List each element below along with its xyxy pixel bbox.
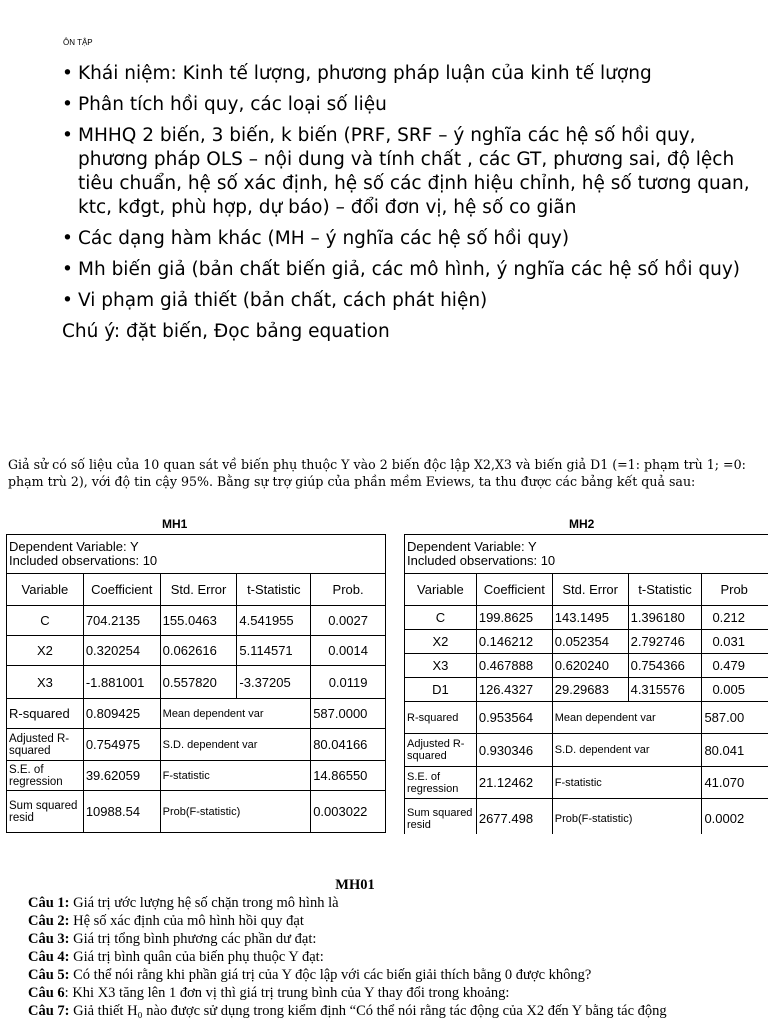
variable-cell: C	[7, 606, 84, 636]
column-header: Prob	[702, 574, 768, 606]
stat-label: S.D. dependent var	[552, 734, 702, 767]
question-item	[28, 948, 768, 966]
question-text: : Khi X3 tăng lên 1 đơn vị thì giá trị trung bình của Y thay đổi trong khoảng:	[64, 985, 510, 1001]
list-item-text: Khái niệm: Kinh tế lượng, phương pháp luận của kinh tế lượng	[78, 63, 652, 84]
bullet-icon: •	[62, 94, 73, 115]
column-header: t-Statistic	[237, 574, 311, 606]
question-text: Giá trị ước lượng hệ số chặn trong mô hình là	[73, 895, 339, 911]
table-header-info	[7, 535, 386, 574]
stat-value: 39.62059	[83, 761, 160, 791]
list-item	[62, 62, 752, 86]
coefficient-cell: 704.2135	[83, 606, 160, 636]
stat-value: 587.00	[702, 702, 768, 734]
question-item	[28, 930, 768, 948]
stats-row	[405, 734, 768, 767]
std-error-cell: 29.29683	[552, 678, 628, 702]
stat-value: 0.0002	[702, 799, 768, 835]
list-item-text: Vi phạm giả thiết (bản chất, cách phát hiện)	[78, 290, 488, 311]
stat-label: Adjusted R-squared	[405, 734, 477, 767]
mh1-title: MH1	[162, 517, 188, 531]
stat-label: Mean dependent var	[552, 702, 702, 734]
question-label: Câu 4:	[28, 949, 70, 965]
stat-label: Mean dependent var	[160, 699, 311, 729]
question-text: Giá trị tổng bình phương các phần dư đạt:	[73, 931, 317, 947]
column-header: Prob.	[311, 574, 386, 606]
question-item	[28, 984, 768, 1002]
prob-cell: 0.0027	[311, 606, 386, 636]
variable-cell: X2	[405, 630, 477, 654]
mh2-table-viewport	[404, 534, 768, 834]
stat-value: 2677.498	[476, 799, 552, 835]
coefficient-cell: 0.467888	[476, 654, 552, 678]
stat-label: Sum squared resid	[405, 799, 477, 835]
section-label: ÔN TẬP	[63, 38, 93, 47]
stat-value: 0.809425	[83, 699, 160, 729]
stat-value: 0.930346	[476, 734, 552, 767]
question-list	[28, 876, 768, 1020]
bullet-icon: •	[62, 290, 73, 311]
list-item-text: MHHQ 2 biến, 3 biến, k biến (PRF, SRF – ý nghĩa các hệ số hồi quy, phương pháp OLS – nội dung và tính chất , các GT, phương sai, độ lệch tiêu chuẩn, hệ số xác định, hệ số các định hiệu chỉnh, hệ số tương quan, ktc, kđgt, phù hợp, dự báo) – đổi đơn vị, hệ số co giãn	[78, 125, 750, 218]
t-statistic-cell: 1.396180	[628, 606, 702, 630]
coefficient-cell: 0.320254	[83, 636, 160, 666]
coefficient-cell: 126.4327	[476, 678, 552, 702]
coefficient-cell: 199.8625	[476, 606, 552, 630]
question-label: Câu 1:	[28, 895, 70, 911]
column-header: Coefficient	[83, 574, 160, 606]
included-observations: Included observations: 10	[9, 553, 158, 568]
list-item-text: Phân tích hồi quy, các loại số liệu	[78, 94, 387, 115]
bullet-icon: •	[62, 259, 73, 280]
t-statistic-cell: 0.754366	[628, 654, 702, 678]
question-text: Giá trị bình quân của biến phụ thuộc Y đạt:	[73, 949, 324, 965]
question-text: Hệ số xác định của mô hình hồi quy đạt	[73, 913, 304, 929]
table-row	[405, 606, 768, 630]
prob-cell: 0.031	[702, 630, 768, 654]
mh2-regression-table	[404, 534, 768, 834]
column-header: Variable	[7, 574, 84, 606]
question-label: Câu 3:	[28, 931, 70, 947]
t-statistic-cell: 4.541955	[237, 606, 311, 636]
question-item	[28, 1002, 768, 1020]
std-error-cell: 0.052354	[552, 630, 628, 654]
column-header: Std. Error	[160, 574, 237, 606]
table-row	[405, 678, 768, 702]
stats-row	[7, 699, 386, 729]
prob-cell: 0.212	[702, 606, 768, 630]
question-item	[28, 966, 768, 984]
prob-cell: 0.005	[702, 678, 768, 702]
stat-label: Sum squared resid	[7, 791, 84, 833]
table-row	[7, 636, 386, 666]
stat-value: 0.003022	[311, 791, 386, 833]
note-text: Chú ý: đặt biến, Đọc bảng equation	[62, 321, 390, 342]
list-item	[62, 289, 752, 313]
list-item	[62, 124, 752, 220]
question-text: Giả thiết H₀ nào được sử dụng trong kiểm định “Có thể nói rằng tác động của X2 đến Y bằng tác động	[73, 1003, 667, 1019]
question-label: Câu 7:	[28, 1003, 70, 1019]
stat-value: 587.0000	[311, 699, 386, 729]
t-statistic-cell: 4.315576	[628, 678, 702, 702]
stat-value: 0.754975	[83, 729, 160, 761]
question-item	[28, 894, 768, 912]
table-row	[405, 630, 768, 654]
question-label: Câu 2:	[28, 913, 70, 929]
questions-title: MH01	[335, 877, 375, 893]
t-statistic-cell: 2.792746	[628, 630, 702, 654]
coefficient-cell: -1.881001	[83, 666, 160, 699]
stats-row	[7, 761, 386, 791]
problem-statement: Giả sử có số liệu của 10 quan sát về biến phụ thuộc Y vào 2 biến độc lập X2,X3 và biến giả D1 (=1: phạm trù 1; =0: phạm trù 2), với độ tin cậy 95%. Bằng sự trợ giúp của phần mềm Eviews, ta thu được các bảng kết quả sau:	[8, 457, 746, 489]
variable-cell: X3	[7, 666, 84, 699]
table-row	[7, 606, 386, 636]
stat-label: S.E. of regression	[405, 767, 477, 799]
stat-label: S.E. of regression	[7, 761, 84, 791]
stat-label: F-statistic	[160, 761, 311, 791]
question-text: Có thể nói rằng khi phần giá trị của Y độc lập với các biến giải thích bằng 0 được không?	[73, 967, 592, 983]
stat-value: 41.070	[702, 767, 768, 799]
stats-row	[405, 799, 768, 835]
mh2-title: MH2	[569, 517, 595, 531]
std-error-cell: 0.062616	[160, 636, 237, 666]
stats-row	[405, 767, 768, 799]
question-item	[28, 912, 768, 930]
stat-value: 0.953564	[476, 702, 552, 734]
stat-label: F-statistic	[552, 767, 702, 799]
question-label: Câu 6	[28, 985, 65, 1001]
column-header: Std. Error	[552, 574, 628, 606]
bullet-icon: •	[62, 63, 73, 84]
mh1-regression-table	[6, 534, 386, 833]
question-label: Câu 5:	[28, 967, 70, 983]
variable-cell: X3	[405, 654, 477, 678]
stat-value: 14.86550	[311, 761, 386, 791]
stat-label: Prob(F-statistic)	[160, 791, 311, 833]
stat-value: 10988.54	[83, 791, 160, 833]
included-observations: Included observations: 10	[407, 553, 556, 568]
review-list	[62, 62, 752, 344]
stat-label: Prob(F-statistic)	[552, 799, 702, 835]
std-error-cell: 143.1495	[552, 606, 628, 630]
list-item-text: Mh biến giả (bản chất biến giả, các mô hình, ý nghĩa các hệ số hồi quy)	[78, 259, 740, 280]
bullet-icon: •	[62, 125, 73, 146]
dependent-variable: Dependent Variable: Y	[9, 539, 139, 554]
stat-value: 80.041	[702, 734, 768, 767]
dependent-variable: Dependent Variable: Y	[407, 539, 537, 554]
stat-label: R-squared	[7, 699, 84, 729]
prob-cell: 0.0014	[311, 636, 386, 666]
std-error-cell: 155.0463	[160, 606, 237, 636]
std-error-cell: 0.557820	[160, 666, 237, 699]
column-header: Coefficient	[476, 574, 552, 606]
variable-cell: D1	[405, 678, 477, 702]
stat-value: 21.12462	[476, 767, 552, 799]
t-statistic-cell: -3.37205	[237, 666, 311, 699]
table-row	[7, 666, 386, 699]
stats-row	[7, 791, 386, 833]
stat-label: S.D. dependent var	[160, 729, 311, 761]
column-header: Variable	[405, 574, 477, 606]
coefficient-cell: 0.146212	[476, 630, 552, 654]
table-row	[405, 654, 768, 678]
list-item	[62, 227, 752, 251]
stats-row	[7, 729, 386, 761]
list-item	[62, 258, 752, 282]
std-error-cell: 0.620240	[552, 654, 628, 678]
stat-value: 80.04166	[311, 729, 386, 761]
prob-cell: 0.0119	[311, 666, 386, 699]
bullet-icon: •	[62, 228, 73, 249]
variable-cell: C	[405, 606, 477, 630]
list-item-text: Các dạng hàm khác (MH – ý nghĩa các hệ số hồi quy)	[78, 228, 570, 249]
table-header-info	[405, 535, 768, 574]
list-item	[62, 93, 752, 117]
prob-cell: 0.479	[702, 654, 768, 678]
t-statistic-cell: 5.114571	[237, 636, 311, 666]
column-header: t-Statistic	[628, 574, 702, 606]
stats-row	[405, 702, 768, 734]
stat-label: R-squared	[405, 702, 477, 734]
variable-cell: X2	[7, 636, 84, 666]
stat-label: Adjusted R-squared	[7, 729, 84, 761]
